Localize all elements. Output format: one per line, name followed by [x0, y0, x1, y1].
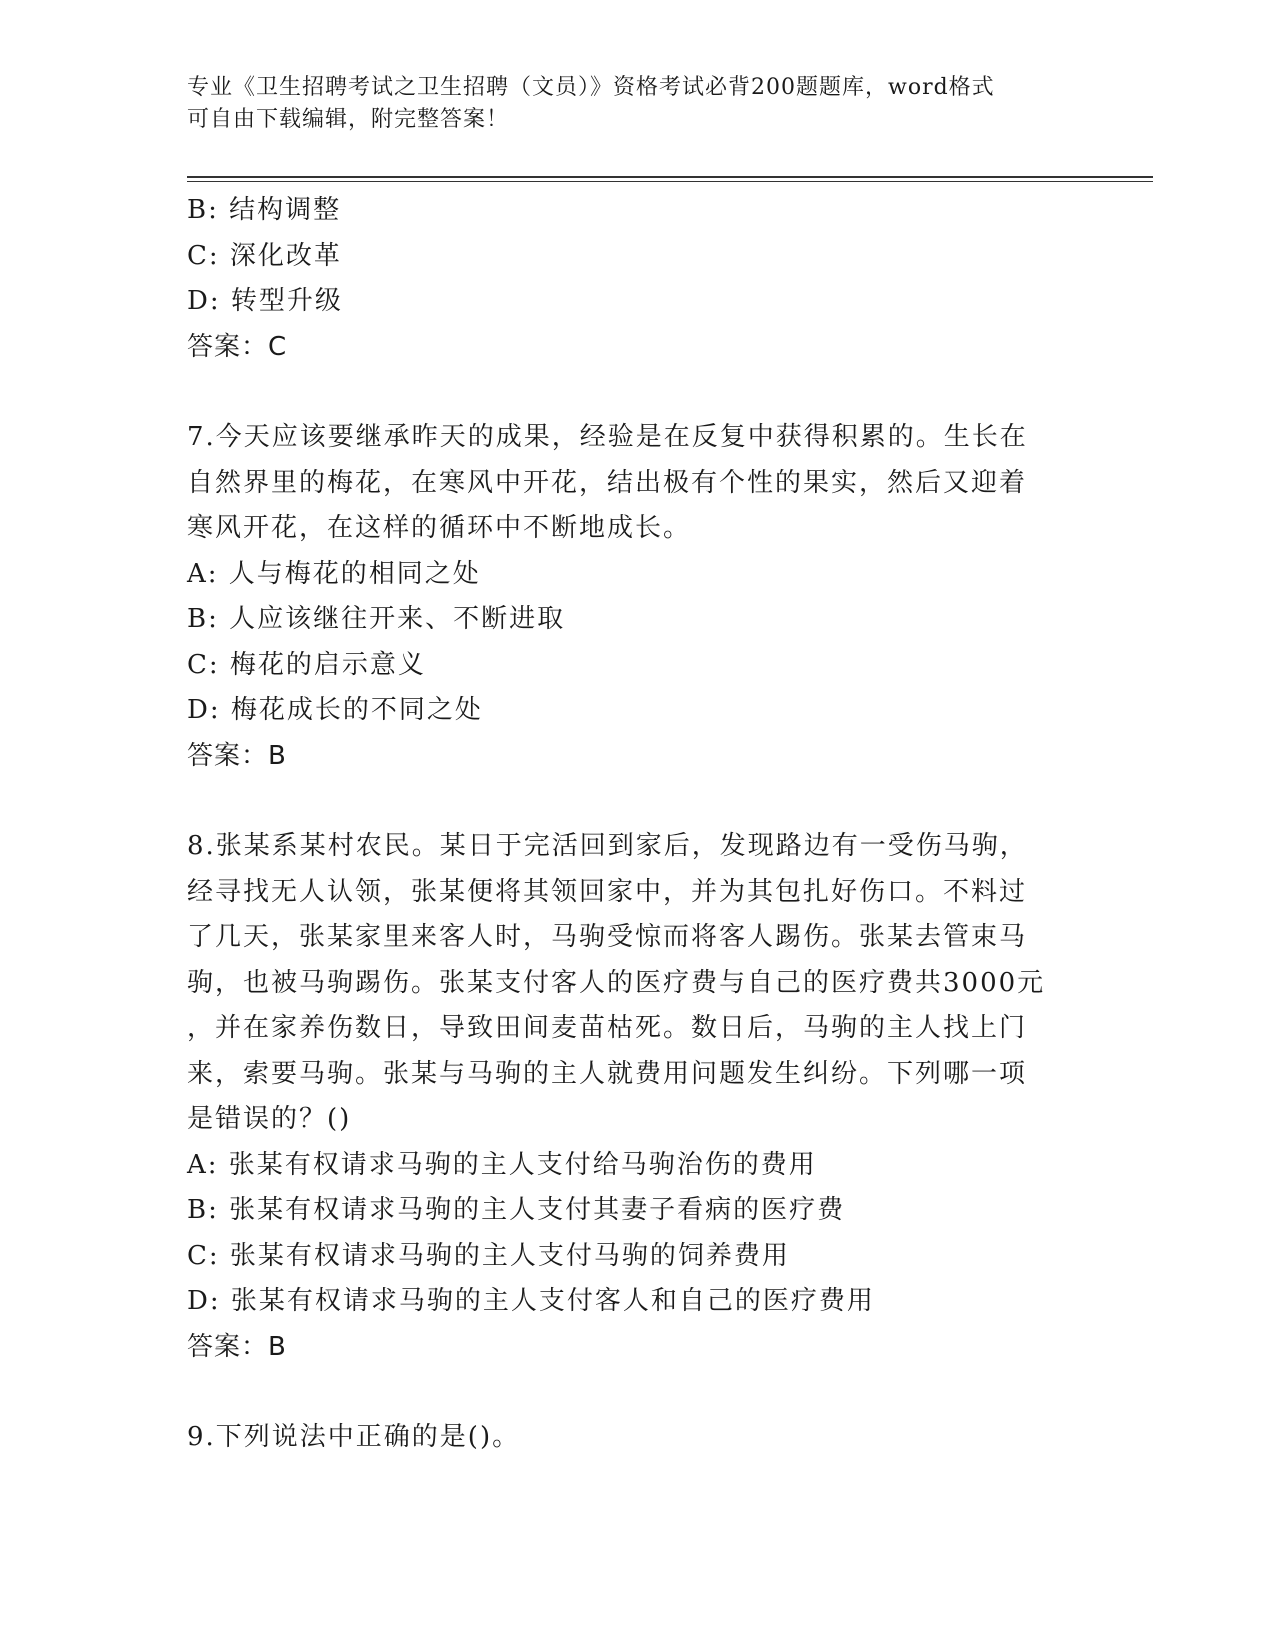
question-stem-line: 经寻找无人认领，张某便将其领回家中，并为其包扎好伤口。不料过 [187, 876, 1028, 907]
document-header [187, 72, 1067, 136]
option-d: D: 梅花成长的不同之处 [187, 695, 483, 725]
question-content [187, 188, 1077, 1461]
option-b: B: 人应该继往开来、不断进取 [187, 604, 566, 634]
question-7 [187, 415, 1077, 779]
question-stem-line: 9.下列说法中正确的是()。 [187, 1422, 521, 1452]
header-line-1: 专业《卫生招聘考试之卫生招聘（文员）》资格考试必背200题题库，word格式 [187, 75, 995, 100]
question-stem [187, 415, 1077, 552]
header-divider-thin [187, 181, 1153, 182]
option-d: D: 转型升级 [187, 286, 343, 316]
option-b: B: 结构调整 [187, 195, 342, 225]
question-stem-line: 了几天，张某家里来客人时，马驹受惊而将客人踢伤。张某去管束马 [187, 922, 1028, 952]
spacer [187, 779, 1077, 824]
option-a: A: 张某有权请求马驹的主人支付给马驹治伤的费用 [187, 1149, 817, 1180]
option-c: C: 梅花的启示意义 [187, 649, 426, 680]
question-stem-line: ，并在家养伤数日，导致田间麦苗枯死。数日后，马驹的主人找上门 [187, 1013, 1028, 1043]
option-d: D: 张某有权请求马驹的主人支付客人和自己的医疗费用 [187, 1286, 875, 1316]
header-line-2: 可自由下载编辑，附完整答案！ [187, 107, 510, 132]
question-stem [187, 824, 1077, 1143]
question-stem-line: 寒风开花，在这样的循环中不断地成长。 [187, 513, 692, 543]
question-8 [187, 824, 1077, 1370]
question-stem-line: 8.张某系某村农民。某日于完活回到家后，发现路边有一受伤马驹， [187, 831, 1028, 861]
question-stem-line: 来，索要马驹。张某与马驹的主人就费用问题发生纠纷。下列哪一项 [187, 1058, 1028, 1089]
option-b: B: 张某有权请求马驹的主人支付其妻子看病的医疗费 [187, 1195, 846, 1225]
spacer [187, 1370, 1077, 1415]
question-stem-line: 7.今天应该要继承昨天的成果，经验是在反复中获得积累的。生长在 [187, 422, 1028, 452]
answer: 答案：C [187, 331, 288, 362]
spacer [187, 370, 1077, 415]
answer: 答案：B [187, 1331, 287, 1362]
option-a: A: 人与梅花的相同之处 [187, 558, 481, 589]
question-stem-line: 自然界里的梅花，在寒风中开花，结出极有个性的果实，然后又迎着 [187, 467, 1028, 498]
option-c: C: 深化改革 [187, 240, 342, 271]
question-9 [187, 1415, 1077, 1461]
option-c: C: 张某有权请求马驹的主人支付马驹的饲养费用 [187, 1240, 790, 1271]
header-divider-thick [187, 176, 1153, 178]
question-stem-line: 驹，也被马驹踢伤。张某支付客人的医疗费与自己的医疗费共3000元 [187, 967, 1046, 998]
answer: 答案：B [187, 740, 287, 771]
question-stem-line: 是错误的？() [187, 1104, 352, 1134]
question-6 [187, 188, 1077, 370]
